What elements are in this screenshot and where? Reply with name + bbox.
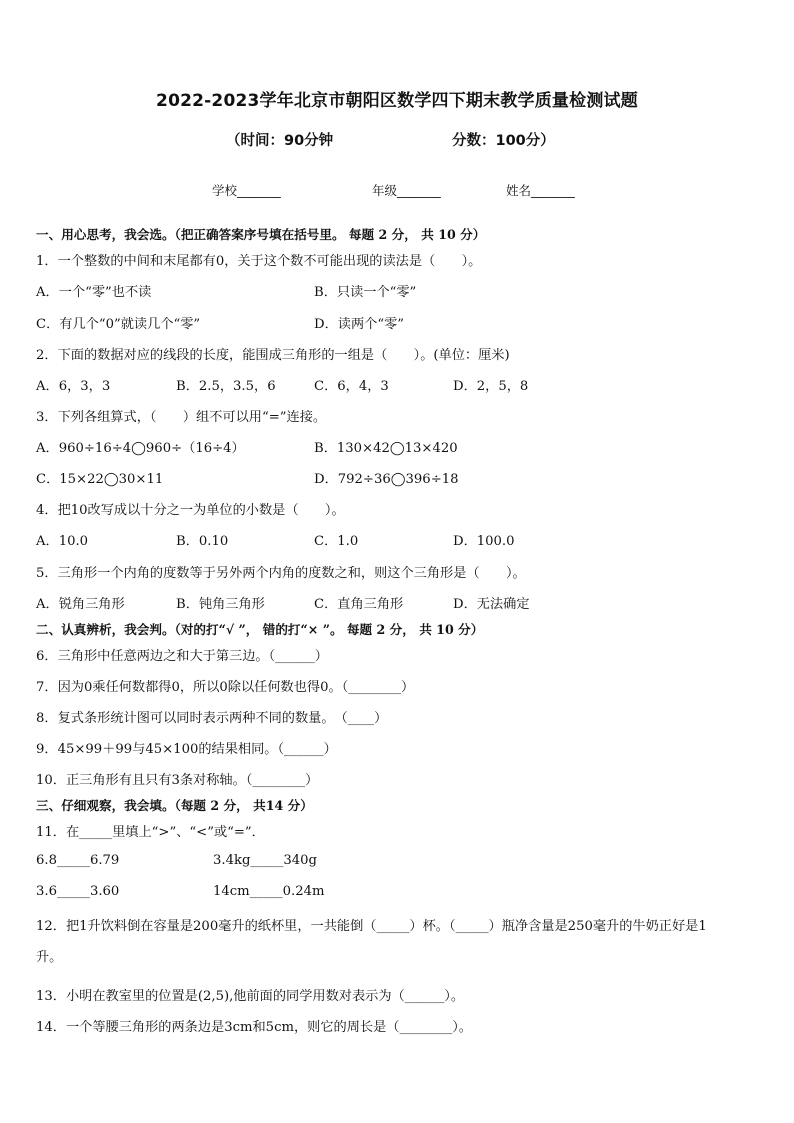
- q1-option-b: B．只读一个“零”: [314, 285, 417, 300]
- school-field: 学校_______: [212, 183, 281, 198]
- q3-option-a: A．960÷16÷4◯960÷（16÷4）: [36, 441, 245, 456]
- section-2-heading: 二、认真辨析，我会判。（对的打“√ ”， 错的打“× ”。 每题 2 分， 共 10 分）: [36, 622, 484, 637]
- question-6: 6．三角形中任意两边之和大于第三边。（______）: [36, 649, 328, 664]
- q4-option-c: C．1.0: [314, 534, 359, 549]
- question-4: 4．把10改写成以十分之一为单位的小数是（ ）。: [36, 503, 345, 518]
- question-9: 9．45×99＋99与45×100的结果相同。（______）: [36, 742, 337, 757]
- question-2: 2．下面的数据对应的线段的长度，能围成三角形的一组是（ ）。(单位：厘米): [36, 348, 510, 363]
- question-5: 5．三角形一个内角的度数等于另外两个内角的度数之和，则这个三角形是（ ）。: [36, 566, 526, 581]
- name-field: 姓名_______: [506, 183, 575, 198]
- q2-option-a: A．6，3，3: [36, 379, 111, 394]
- question-1: 1．一个整数的中间和末尾都有0，关于这个数不可能出现的读法是（ ）。: [36, 254, 482, 269]
- q1-option-c: C．有几个“0”就读几个“零”: [36, 317, 201, 332]
- q4-option-b: B．0.10: [176, 534, 229, 549]
- question-13: 13．小明在教室里的位置是(2,5),他前面的同学用数对表示为（______）。: [36, 989, 465, 1004]
- time-limit: （时间：90分钟: [226, 133, 334, 149]
- grade-field: 年级_______: [372, 183, 441, 198]
- question-12: 12．把1升饮料倒在容量是200毫升的纸杯里，一共能倒（_____）杯。（_____）瓶净含量是250毫升的牛奶正好是1: [36, 919, 707, 934]
- q5-option-c: C．直角三角形: [314, 597, 404, 612]
- question-11: 11．在_____里填上“>”、“<”或“=”．: [36, 825, 265, 840]
- question-14: 14．一个等腰三角形的两条边是3cm和5cm，则它的周长是（________）。: [36, 1020, 472, 1035]
- q2-option-b: B．2.5，3.5，6: [176, 379, 276, 394]
- question-8: 8．复式条形统计图可以同时表示两种不同的数量。 （____）: [36, 711, 388, 726]
- q11-blank-2: 3.4kg_____340g: [213, 853, 317, 868]
- q2-option-d: D．2，5，8: [453, 379, 529, 394]
- q11-blank-3: 3.6_____3.60: [36, 884, 120, 899]
- section-1-heading: 一、用心思考，我会选。（把正确答案序号填在括号里。 每题 2 分， 共 10 分）: [36, 227, 486, 242]
- q3-option-b: B．130×42◯13×420: [314, 441, 458, 456]
- section-3-heading: 三、仔细观察，我会填。（每题 2 分， 共14 分）: [36, 798, 313, 813]
- q1-option-d: D．读两个“零”: [314, 317, 404, 332]
- q2-option-c: C．6，4，3: [314, 379, 389, 394]
- q11-blank-1: 6.8_____6.79: [36, 853, 120, 868]
- page-title: 2022-2023学年北京市朝阳区数学四下期末教学质量检测试题: [156, 91, 638, 111]
- total-score: 分数：100分）: [452, 133, 555, 149]
- question-12-cont: 升。: [36, 950, 63, 965]
- q5-option-a: A．锐角三角形: [36, 597, 125, 612]
- question-10: 10．正三角形有且只有3条对称轴。（________）: [36, 773, 319, 788]
- q5-option-b: B．钝角三角形: [176, 597, 265, 612]
- q3-option-d: D．792÷36◯396÷18: [314, 472, 459, 487]
- q4-option-a: A．10.0: [36, 534, 89, 549]
- exam-meta: [226, 129, 555, 150]
- q11-blank-4: 14cm_____0.24m: [213, 884, 325, 899]
- q5-option-d: D．无法确定: [453, 597, 530, 612]
- q3-option-c: C．15×22◯30×11: [36, 472, 164, 487]
- question-3: 3．下列各组算式，（ ）组不可以用“=”连接。: [36, 410, 327, 425]
- q1-option-a: A．一个“零”也不读: [36, 285, 152, 300]
- q4-option-d: D．100.0: [453, 534, 515, 549]
- question-7: 7．因为0乘任何数都得0，所以0除以任何数也得0。（________）: [36, 680, 415, 695]
